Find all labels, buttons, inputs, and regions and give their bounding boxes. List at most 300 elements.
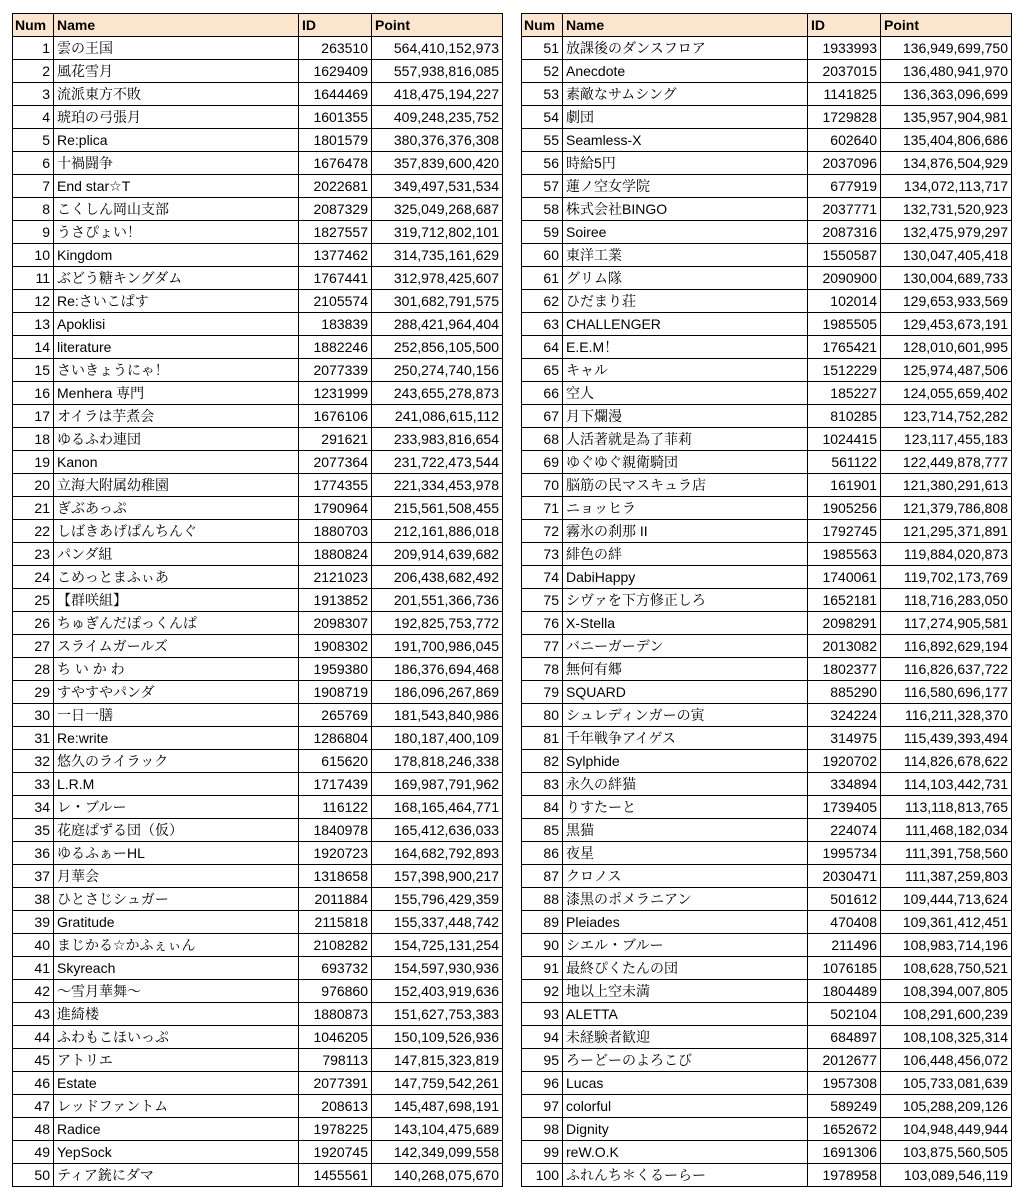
rank-cell[interactable]: 8 — [13, 198, 54, 221]
rank-cell[interactable]: 80 — [522, 704, 563, 727]
rank-cell[interactable]: 90 — [522, 934, 563, 957]
rank-cell[interactable]: 18 — [13, 428, 54, 451]
rank-cell[interactable]: 53 — [522, 83, 563, 106]
team-name-cell[interactable]: 人活著就是為了菲莉 — [563, 428, 808, 451]
team-name-cell[interactable]: 風花雪月 — [54, 60, 299, 83]
team-name-cell[interactable]: パンダ組 — [54, 543, 299, 566]
rank-cell[interactable]: 47 — [13, 1095, 54, 1118]
team-id-cell[interactable]: 2087329 — [299, 198, 372, 221]
point-cell[interactable]: 108,291,600,239 — [881, 1003, 1012, 1026]
team-id-cell[interactable]: 1880824 — [299, 543, 372, 566]
point-cell[interactable]: 128,010,601,995 — [881, 336, 1012, 359]
point-cell[interactable]: 206,438,682,492 — [372, 566, 503, 589]
rank-cell[interactable]: 45 — [13, 1049, 54, 1072]
point-cell[interactable]: 130,047,405,418 — [881, 244, 1012, 267]
rank-cell[interactable]: 24 — [13, 566, 54, 589]
team-name-cell[interactable]: 雲の王国 — [54, 37, 299, 60]
point-cell[interactable]: 314,735,161,629 — [372, 244, 503, 267]
rank-cell[interactable]: 43 — [13, 1003, 54, 1026]
point-cell[interactable]: 154,725,131,254 — [372, 934, 503, 957]
team-id-cell[interactable]: 102014 — [808, 290, 881, 313]
team-name-cell[interactable]: Re:plica — [54, 129, 299, 152]
team-name-cell[interactable]: YepSock — [54, 1141, 299, 1164]
team-id-cell[interactable]: 1691306 — [808, 1141, 881, 1164]
team-name-cell[interactable]: シエル・ブルー — [563, 934, 808, 957]
point-cell[interactable]: 180,187,400,109 — [372, 727, 503, 750]
team-name-cell[interactable]: 放課後のダンスフロア — [563, 37, 808, 60]
team-name-cell[interactable]: 劇団 — [563, 106, 808, 129]
team-id-cell[interactable]: 810285 — [808, 405, 881, 428]
rank-cell[interactable]: 21 — [13, 497, 54, 520]
team-id-cell[interactable]: 1455561 — [299, 1164, 372, 1187]
rank-cell[interactable]: 78 — [522, 658, 563, 681]
point-cell[interactable]: 142,349,099,558 — [372, 1141, 503, 1164]
team-id-cell[interactable]: 2077391 — [299, 1072, 372, 1095]
team-id-cell[interactable]: 224074 — [808, 819, 881, 842]
team-id-cell[interactable]: 677919 — [808, 175, 881, 198]
rank-cell[interactable]: 30 — [13, 704, 54, 727]
team-name-cell[interactable]: 永久の絆猫 — [563, 773, 808, 796]
rank-cell[interactable]: 32 — [13, 750, 54, 773]
rank-cell[interactable]: 15 — [13, 359, 54, 382]
header-num[interactable]: Num — [522, 14, 563, 37]
rank-cell[interactable]: 50 — [13, 1164, 54, 1187]
header-point[interactable]: Point — [881, 14, 1012, 37]
point-cell[interactable]: 409,248,235,752 — [372, 106, 503, 129]
rank-cell[interactable]: 28 — [13, 658, 54, 681]
team-name-cell[interactable]: Radice — [54, 1118, 299, 1141]
team-name-cell[interactable]: ふわもこほいっぷ — [54, 1026, 299, 1049]
team-id-cell[interactable]: 502104 — [808, 1003, 881, 1026]
team-name-cell[interactable]: 時給5円 — [563, 152, 808, 175]
rank-cell[interactable]: 46 — [13, 1072, 54, 1095]
point-cell[interactable]: 103,089,546,119 — [881, 1164, 1012, 1187]
point-cell[interactable]: 151,627,753,383 — [372, 1003, 503, 1026]
point-cell[interactable]: 169,987,791,962 — [372, 773, 503, 796]
rank-cell[interactable]: 23 — [13, 543, 54, 566]
team-name-cell[interactable]: オイラは芋煮会 — [54, 405, 299, 428]
team-id-cell[interactable]: 1767441 — [299, 267, 372, 290]
team-name-cell[interactable]: ひだまり荘 — [563, 290, 808, 313]
point-cell[interactable]: 152,403,919,636 — [372, 980, 503, 1003]
team-id-cell[interactable]: 693732 — [299, 957, 372, 980]
rank-cell[interactable]: 63 — [522, 313, 563, 336]
rank-cell[interactable]: 2 — [13, 60, 54, 83]
team-name-cell[interactable]: りすたーと — [563, 796, 808, 819]
team-id-cell[interactable]: 1740061 — [808, 566, 881, 589]
point-cell[interactable]: 150,109,526,936 — [372, 1026, 503, 1049]
team-name-cell[interactable]: ち い か わ — [54, 658, 299, 681]
rank-cell[interactable]: 67 — [522, 405, 563, 428]
point-cell[interactable]: 186,376,694,468 — [372, 658, 503, 681]
point-cell[interactable]: 111,391,758,560 — [881, 842, 1012, 865]
team-name-cell[interactable]: Skyreach — [54, 957, 299, 980]
point-cell[interactable]: 136,363,096,699 — [881, 83, 1012, 106]
rank-cell[interactable]: 92 — [522, 980, 563, 1003]
team-name-cell[interactable]: アトリエ — [54, 1049, 299, 1072]
rank-cell[interactable]: 17 — [13, 405, 54, 428]
rank-cell[interactable]: 66 — [522, 382, 563, 405]
rank-cell[interactable]: 5 — [13, 129, 54, 152]
point-cell[interactable]: 129,653,933,569 — [881, 290, 1012, 313]
team-name-cell[interactable]: うさぴょい！ — [54, 221, 299, 244]
point-cell[interactable]: 325,049,268,687 — [372, 198, 503, 221]
rank-cell[interactable]: 73 — [522, 543, 563, 566]
team-name-cell[interactable]: literature — [54, 336, 299, 359]
rank-cell[interactable]: 100 — [522, 1164, 563, 1187]
point-cell[interactable]: 123,714,752,282 — [881, 405, 1012, 428]
point-cell[interactable]: 157,398,900,217 — [372, 865, 503, 888]
point-cell[interactable]: 252,856,105,500 — [372, 336, 503, 359]
team-name-cell[interactable]: 漆黒のポメラニアン — [563, 888, 808, 911]
team-name-cell[interactable]: 地以上空未満 — [563, 980, 808, 1003]
team-id-cell[interactable]: 1985563 — [808, 543, 881, 566]
rank-cell[interactable]: 13 — [13, 313, 54, 336]
rank-cell[interactable]: 94 — [522, 1026, 563, 1049]
team-id-cell[interactable]: 1920745 — [299, 1141, 372, 1164]
team-name-cell[interactable]: 空人 — [563, 382, 808, 405]
team-id-cell[interactable]: 2037771 — [808, 198, 881, 221]
team-name-cell[interactable]: クロノス — [563, 865, 808, 888]
point-cell[interactable]: 116,211,328,370 — [881, 704, 1012, 727]
point-cell[interactable]: 168,165,464,771 — [372, 796, 503, 819]
rank-cell[interactable]: 49 — [13, 1141, 54, 1164]
team-id-cell[interactable]: 324224 — [808, 704, 881, 727]
rank-cell[interactable]: 64 — [522, 336, 563, 359]
team-name-cell[interactable]: 流派東方不敗 — [54, 83, 299, 106]
team-name-cell[interactable]: Soiree — [563, 221, 808, 244]
team-name-cell[interactable]: 立海大附属幼稚園 — [54, 474, 299, 497]
team-name-cell[interactable]: 脳筋の民マスキュラ店 — [563, 474, 808, 497]
team-name-cell[interactable]: Sylphide — [563, 750, 808, 773]
team-id-cell[interactable]: 1913852 — [299, 589, 372, 612]
team-name-cell[interactable]: グリム隊 — [563, 267, 808, 290]
rank-cell[interactable]: 98 — [522, 1118, 563, 1141]
team-name-cell[interactable]: ゆぐゆぐ親衛騎団 — [563, 451, 808, 474]
team-name-cell[interactable]: 進綺楼 — [54, 1003, 299, 1026]
rank-cell[interactable]: 12 — [13, 290, 54, 313]
point-cell[interactable]: 201,551,366,736 — [372, 589, 503, 612]
rank-cell[interactable]: 4 — [13, 106, 54, 129]
point-cell[interactable]: 215,561,508,455 — [372, 497, 503, 520]
team-name-cell[interactable]: シュレディンガーの寅 — [563, 704, 808, 727]
team-name-cell[interactable]: 月下爛漫 — [563, 405, 808, 428]
team-name-cell[interactable]: 月華会 — [54, 865, 299, 888]
team-id-cell[interactable]: 2077339 — [299, 359, 372, 382]
team-name-cell[interactable]: 花庭ぱずる団（仮） — [54, 819, 299, 842]
point-cell[interactable]: 181,543,840,986 — [372, 704, 503, 727]
team-id-cell[interactable]: 1957308 — [808, 1072, 881, 1095]
team-name-cell[interactable]: 琥珀の弓張月 — [54, 106, 299, 129]
team-id-cell[interactable]: 1729828 — [808, 106, 881, 129]
rank-cell[interactable]: 58 — [522, 198, 563, 221]
rank-cell[interactable]: 44 — [13, 1026, 54, 1049]
team-id-cell[interactable]: 1141825 — [808, 83, 881, 106]
team-id-cell[interactable]: 615620 — [299, 750, 372, 773]
point-cell[interactable]: 121,379,786,808 — [881, 497, 1012, 520]
team-id-cell[interactable]: 1076185 — [808, 957, 881, 980]
team-id-cell[interactable]: 2108282 — [299, 934, 372, 957]
point-cell[interactable]: 111,387,259,803 — [881, 865, 1012, 888]
team-name-cell[interactable]: レッドファントム — [54, 1095, 299, 1118]
point-cell[interactable]: 135,957,904,981 — [881, 106, 1012, 129]
team-name-cell[interactable]: しばきあげぱんちんぐ — [54, 520, 299, 543]
team-id-cell[interactable]: 1985505 — [808, 313, 881, 336]
team-name-cell[interactable]: Pleiades — [563, 911, 808, 934]
point-cell[interactable]: 116,580,696,177 — [881, 681, 1012, 704]
team-name-cell[interactable]: Dignity — [563, 1118, 808, 1141]
team-name-cell[interactable]: さいきょうにゃ！ — [54, 359, 299, 382]
team-name-cell[interactable]: 一日一膳 — [54, 704, 299, 727]
team-id-cell[interactable]: 2077364 — [299, 451, 372, 474]
team-name-cell[interactable]: 【群咲組】 — [54, 589, 299, 612]
rank-cell[interactable]: 20 — [13, 474, 54, 497]
rank-cell[interactable]: 10 — [13, 244, 54, 267]
team-name-cell[interactable]: reW.O.K — [563, 1141, 808, 1164]
point-cell[interactable]: 115,439,393,494 — [881, 727, 1012, 750]
point-cell[interactable]: 212,161,886,018 — [372, 520, 503, 543]
team-id-cell[interactable]: 183839 — [299, 313, 372, 336]
team-id-cell[interactable]: 1231999 — [299, 382, 372, 405]
rank-cell[interactable]: 81 — [522, 727, 563, 750]
team-name-cell[interactable]: 最終ぴくたんの団 — [563, 957, 808, 980]
rank-cell[interactable]: 72 — [522, 520, 563, 543]
team-id-cell[interactable]: 1377462 — [299, 244, 372, 267]
team-id-cell[interactable]: 2105574 — [299, 290, 372, 313]
point-cell[interactable]: 116,826,637,722 — [881, 658, 1012, 681]
point-cell[interactable]: 288,421,964,404 — [372, 313, 503, 336]
team-id-cell[interactable]: 1905256 — [808, 497, 881, 520]
team-name-cell[interactable]: ニョッヒラ — [563, 497, 808, 520]
rank-cell[interactable]: 54 — [522, 106, 563, 129]
rank-cell[interactable]: 55 — [522, 129, 563, 152]
team-id-cell[interactable]: 798113 — [299, 1049, 372, 1072]
rank-cell[interactable]: 38 — [13, 888, 54, 911]
team-id-cell[interactable]: 263510 — [299, 37, 372, 60]
team-name-cell[interactable]: Kanon — [54, 451, 299, 474]
team-name-cell[interactable]: ちゅぎんだぽっくんぱ — [54, 612, 299, 635]
team-id-cell[interactable]: 2037096 — [808, 152, 881, 175]
header-name[interactable]: Name — [563, 14, 808, 37]
team-name-cell[interactable]: 黒猫 — [563, 819, 808, 842]
point-cell[interactable]: 155,337,448,742 — [372, 911, 503, 934]
team-id-cell[interactable]: 1512229 — [808, 359, 881, 382]
point-cell[interactable]: 134,072,113,717 — [881, 175, 1012, 198]
team-id-cell[interactable]: 1717439 — [299, 773, 372, 796]
team-name-cell[interactable]: Apoklisi — [54, 313, 299, 336]
team-name-cell[interactable]: colorful — [563, 1095, 808, 1118]
team-name-cell[interactable]: 霧氷の刹那 II — [563, 520, 808, 543]
team-id-cell[interactable]: 1652672 — [808, 1118, 881, 1141]
team-name-cell[interactable]: ぎぶあっぷ — [54, 497, 299, 520]
point-cell[interactable]: 178,818,246,338 — [372, 750, 503, 773]
team-id-cell[interactable]: 1790964 — [299, 497, 372, 520]
team-name-cell[interactable]: レ・ブルー — [54, 796, 299, 819]
team-name-cell[interactable]: スライムガールズ — [54, 635, 299, 658]
point-cell[interactable]: 119,702,173,769 — [881, 566, 1012, 589]
point-cell[interactable]: 380,376,376,308 — [372, 129, 503, 152]
rank-cell[interactable]: 22 — [13, 520, 54, 543]
point-cell[interactable]: 243,655,278,873 — [372, 382, 503, 405]
team-id-cell[interactable]: 116122 — [299, 796, 372, 819]
team-id-cell[interactable]: 1908302 — [299, 635, 372, 658]
point-cell[interactable]: 121,380,291,613 — [881, 474, 1012, 497]
team-name-cell[interactable]: シヴァを下方修正しろ — [563, 589, 808, 612]
point-cell[interactable]: 135,404,806,686 — [881, 129, 1012, 152]
rank-cell[interactable]: 31 — [13, 727, 54, 750]
team-id-cell[interactable]: 2037015 — [808, 60, 881, 83]
rank-cell[interactable]: 39 — [13, 911, 54, 934]
point-cell[interactable]: 165,412,636,033 — [372, 819, 503, 842]
team-name-cell[interactable]: ALETTA — [563, 1003, 808, 1026]
rank-cell[interactable]: 57 — [522, 175, 563, 198]
team-id-cell[interactable]: 976860 — [299, 980, 372, 1003]
point-cell[interactable]: 125,974,487,506 — [881, 359, 1012, 382]
team-id-cell[interactable]: 1933993 — [808, 37, 881, 60]
team-id-cell[interactable]: 1652181 — [808, 589, 881, 612]
team-id-cell[interactable]: 1801579 — [299, 129, 372, 152]
point-cell[interactable]: 111,468,182,034 — [881, 819, 1012, 842]
point-cell[interactable]: 104,948,449,944 — [881, 1118, 1012, 1141]
point-cell[interactable]: 147,815,323,819 — [372, 1049, 503, 1072]
rank-cell[interactable]: 3 — [13, 83, 54, 106]
rank-cell[interactable]: 82 — [522, 750, 563, 773]
rank-cell[interactable]: 34 — [13, 796, 54, 819]
header-point[interactable]: Point — [372, 14, 503, 37]
point-cell[interactable]: 105,733,081,639 — [881, 1072, 1012, 1095]
point-cell[interactable]: 109,361,412,451 — [881, 911, 1012, 934]
point-cell[interactable]: 129,453,673,191 — [881, 313, 1012, 336]
rank-cell[interactable]: 87 — [522, 865, 563, 888]
team-id-cell[interactable]: 1882246 — [299, 336, 372, 359]
team-name-cell[interactable]: キャル — [563, 359, 808, 382]
team-name-cell[interactable]: E.E.M！ — [563, 336, 808, 359]
rank-cell[interactable]: 88 — [522, 888, 563, 911]
team-id-cell[interactable]: 2098291 — [808, 612, 881, 635]
team-id-cell[interactable]: 1840978 — [299, 819, 372, 842]
header-id[interactable]: ID — [299, 14, 372, 37]
team-name-cell[interactable]: 無何有郷 — [563, 658, 808, 681]
point-cell[interactable]: 105,288,209,126 — [881, 1095, 1012, 1118]
point-cell[interactable]: 108,983,714,196 — [881, 934, 1012, 957]
team-name-cell[interactable]: 株式会社BINGO — [563, 198, 808, 221]
rank-cell[interactable]: 70 — [522, 474, 563, 497]
team-id-cell[interactable]: 1550587 — [808, 244, 881, 267]
team-id-cell[interactable]: 2011884 — [299, 888, 372, 911]
team-id-cell[interactable]: 1908719 — [299, 681, 372, 704]
team-id-cell[interactable]: 1920702 — [808, 750, 881, 773]
header-num[interactable]: Num — [13, 14, 54, 37]
team-id-cell[interactable]: 1629409 — [299, 60, 372, 83]
point-cell[interactable]: 312,978,425,607 — [372, 267, 503, 290]
point-cell[interactable]: 136,949,699,750 — [881, 37, 1012, 60]
team-name-cell[interactable]: CHALLENGER — [563, 313, 808, 336]
rank-cell[interactable]: 95 — [522, 1049, 563, 1072]
rank-cell[interactable]: 37 — [13, 865, 54, 888]
rank-cell[interactable]: 71 — [522, 497, 563, 520]
team-name-cell[interactable]: Seamless-X — [563, 129, 808, 152]
point-cell[interactable]: 221,334,453,978 — [372, 474, 503, 497]
team-id-cell[interactable]: 470408 — [808, 911, 881, 934]
rank-cell[interactable]: 40 — [13, 934, 54, 957]
point-cell[interactable]: 301,682,791,575 — [372, 290, 503, 313]
rank-cell[interactable]: 26 — [13, 612, 54, 635]
team-id-cell[interactable]: 1920723 — [299, 842, 372, 865]
team-id-cell[interactable]: 2115818 — [299, 911, 372, 934]
rank-cell[interactable]: 68 — [522, 428, 563, 451]
team-name-cell[interactable]: X-Stella — [563, 612, 808, 635]
rank-cell[interactable]: 83 — [522, 773, 563, 796]
rank-cell[interactable]: 93 — [522, 1003, 563, 1026]
team-name-cell[interactable]: ふれんち＊くるーらー — [563, 1164, 808, 1187]
team-id-cell[interactable]: 2012677 — [808, 1049, 881, 1072]
rank-cell[interactable]: 36 — [13, 842, 54, 865]
team-name-cell[interactable]: Re:さいこぱす — [54, 290, 299, 313]
rank-cell[interactable]: 27 — [13, 635, 54, 658]
rank-cell[interactable]: 77 — [522, 635, 563, 658]
point-cell[interactable]: 191,700,986,045 — [372, 635, 503, 658]
team-name-cell[interactable]: すやすやパンダ — [54, 681, 299, 704]
team-id-cell[interactable]: 208613 — [299, 1095, 372, 1118]
team-id-cell[interactable]: 1792745 — [808, 520, 881, 543]
team-name-cell[interactable]: SQUARD — [563, 681, 808, 704]
team-name-cell[interactable]: ゆるふぁーHL — [54, 842, 299, 865]
point-cell[interactable]: 132,475,979,297 — [881, 221, 1012, 244]
point-cell[interactable]: 155,796,429,359 — [372, 888, 503, 911]
point-cell[interactable]: 418,475,194,227 — [372, 83, 503, 106]
team-id-cell[interactable]: 211496 — [808, 934, 881, 957]
team-id-cell[interactable]: 291621 — [299, 428, 372, 451]
rank-cell[interactable]: 7 — [13, 175, 54, 198]
point-cell[interactable]: 108,394,007,805 — [881, 980, 1012, 1003]
point-cell[interactable]: 118,716,283,050 — [881, 589, 1012, 612]
rank-cell[interactable]: 61 — [522, 267, 563, 290]
team-id-cell[interactable]: 1995734 — [808, 842, 881, 865]
point-cell[interactable]: 114,826,678,622 — [881, 750, 1012, 773]
team-id-cell[interactable]: 1774355 — [299, 474, 372, 497]
team-name-cell[interactable]: ろーどーのよろこび — [563, 1049, 808, 1072]
point-cell[interactable]: 119,884,020,873 — [881, 543, 1012, 566]
rank-cell[interactable]: 9 — [13, 221, 54, 244]
team-name-cell[interactable]: 素敵なサムシング — [563, 83, 808, 106]
team-id-cell[interactable]: 2022681 — [299, 175, 372, 198]
team-name-cell[interactable]: 蓮ノ空女学院 — [563, 175, 808, 198]
team-id-cell[interactable]: 1739405 — [808, 796, 881, 819]
team-id-cell[interactable]: 1601355 — [299, 106, 372, 129]
point-cell[interactable]: 164,682,792,893 — [372, 842, 503, 865]
team-id-cell[interactable]: 885290 — [808, 681, 881, 704]
team-id-cell[interactable]: 2090900 — [808, 267, 881, 290]
point-cell[interactable]: 209,914,639,682 — [372, 543, 503, 566]
rank-cell[interactable]: 1 — [13, 37, 54, 60]
team-id-cell[interactable]: 1286804 — [299, 727, 372, 750]
team-id-cell[interactable]: 1880873 — [299, 1003, 372, 1026]
team-id-cell[interactable]: 2087316 — [808, 221, 881, 244]
team-name-cell[interactable]: Lucas — [563, 1072, 808, 1095]
team-name-cell[interactable]: DabiHappy — [563, 566, 808, 589]
rank-cell[interactable]: 79 — [522, 681, 563, 704]
point-cell[interactable]: 122,449,878,777 — [881, 451, 1012, 474]
team-id-cell[interactable]: 1827557 — [299, 221, 372, 244]
point-cell[interactable]: 106,448,456,072 — [881, 1049, 1012, 1072]
rank-cell[interactable]: 99 — [522, 1141, 563, 1164]
point-cell[interactable]: 130,004,689,733 — [881, 267, 1012, 290]
team-id-cell[interactable]: 1318658 — [299, 865, 372, 888]
rank-cell[interactable]: 56 — [522, 152, 563, 175]
team-id-cell[interactable]: 2098307 — [299, 612, 372, 635]
point-cell[interactable]: 113,118,813,765 — [881, 796, 1012, 819]
team-id-cell[interactable]: 161901 — [808, 474, 881, 497]
